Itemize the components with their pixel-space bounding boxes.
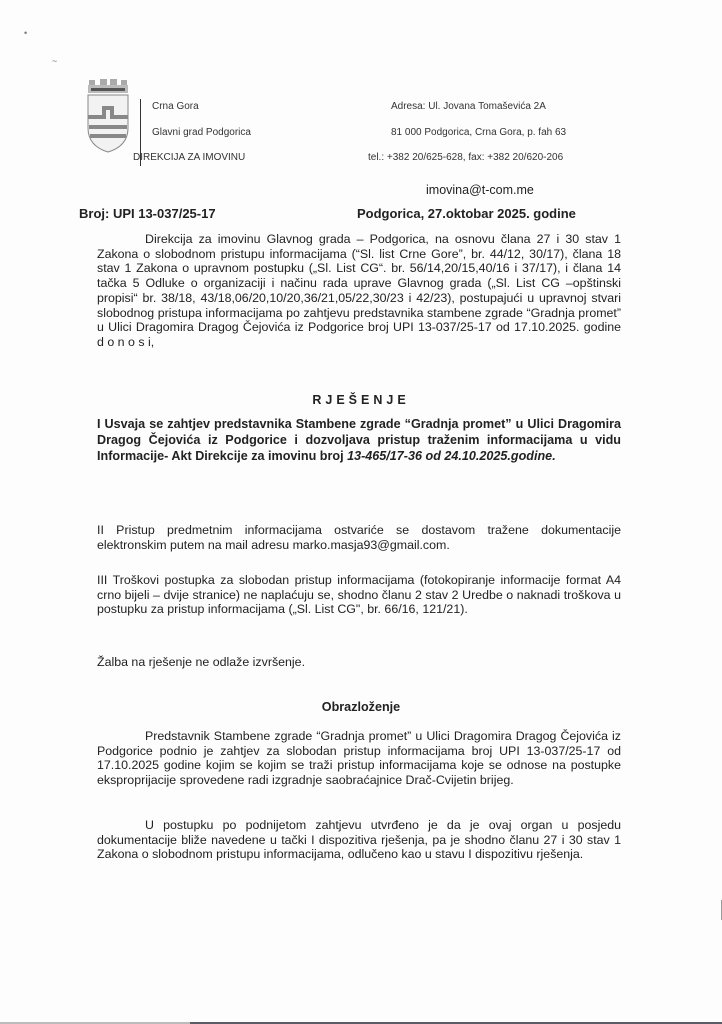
letterhead-address: Adresa: Ul. Jovana Tomaševića 2A	[391, 101, 546, 112]
document-date: Podgorica, 27.oktobar 2025. godine	[357, 206, 576, 221]
decision-item-1-text: I Usvaja se zahtjev predstavnika Stambene zgrade “Gradnja promet” u Ulici Dragomira Dragog Čejovića iz Podgorice i dozvoljava pristup traženim informacijama u vidu Informacije- Akt Direkcije za imovinu broj	[97, 417, 621, 463]
reasoning-paragraph-2: U postupku po podnijetom zahtjevu utvrđeno je da je ovaj organ u posjedu dokumentacije bliže navedene u tački I dispozitiva rješenja, pa je shodno članu 27 i 30 stav 1 Zakona o slobodnom pristupu informacijama, odlučeno kao u stavu I dispozitivu rješenja.	[97, 818, 621, 862]
decision-item-2: II Pristup predmetnim informacijama ostvariće se dostavom tražene dokumentacije elektronskim putem na mail adresu marko.masja93@gmail.com.	[97, 523, 621, 552]
coat-of-arms-icon	[86, 78, 130, 154]
letterhead-phone: tel.: +382 20/625-628, fax: +382 20/620-206	[368, 152, 564, 163]
decision-item-1-reference: 13-465/17-36 od 24.10.2025.godine.	[347, 449, 556, 463]
reasoning-title: Obrazloženje	[321, 700, 401, 714]
letterhead-city: Glavni grad Podgorica	[152, 127, 251, 138]
letterhead-country: Crna Gora	[152, 101, 199, 112]
preamble-paragraph: Direkcija za imovinu Glavnog grada – Podgorica, na osnovu člana 27 i 30 stav 1 Zakona o slobodnom pristupu informacijama (“Sl. list Crne Gore”, br. 44/12, 30/17), člana 18 stav 1 Zakona o upravnom postupku („Sl. List CG“. br. 56/14,20/15,40/16 i 37/17), i člana 14 tačka 5 Odluke o organizaciji i načinu rada uprave Glavnog grada („Sl. List CG –opštinski propisi“ br. 38/18, 43/18,06/20,10/20,36/21,05/22,30/23 i 42/23), postupajući u upravnoj stvari slobodnog pristupa informacijama po zahtjevu predstavnika stambene zgrade “Gradnja promet” u Ulici Dragomira Dragog Čejovića iz Podgorice broj UPI 13-037/25-17 od 17.10.2025. godine d o n o s i,	[97, 232, 621, 349]
document-number: Broj: UPI 13-037/25-17	[79, 206, 216, 221]
decision-title: RJEŠENJE	[312, 393, 410, 407]
decision-item-3: III Troškovi postupka za slobodan pristup informacijama (fotokopiranje informacije format A4 crno bijeli – dvije stranice) ne naplaćuju se, shodno članu 2 stav 2 Uredbe o naknadi troškova u postupku za pristup informacijama („Sl. List CG", br. 66/16, 121/21).	[97, 573, 621, 617]
letterhead-department: DIREKCIJA ZA IMOVINU	[133, 152, 246, 163]
appeal-note: Žalba na rješenje ne odlaže izvršenje.	[97, 655, 306, 669]
letterhead-postal: 81 000 Podgorica, Crna Gora, p. fah 63	[391, 127, 567, 138]
reasoning-paragraph-1: Predstavnik Stambene zgrade “Gradnja promet” u Ulici Dragomira Dragog Čejovića iz Podgorice podnio je zahtjev za slobodan pristup informacijama broj UPI 13-037/25-17 od 17.10.2025 godine kojim se kojim se traži pristup informacijama koje se odnose na postupke eksproprijacije sprovedene radi izgradnje saobraćajnice Drač-Cvijetin brijeg.	[97, 729, 621, 788]
letterhead-email: imovina@t-com.me	[426, 183, 534, 197]
scan-artifact: ~	[52, 56, 58, 66]
scan-artifact: •	[24, 28, 28, 38]
decision-item-1	[97, 416, 621, 464]
